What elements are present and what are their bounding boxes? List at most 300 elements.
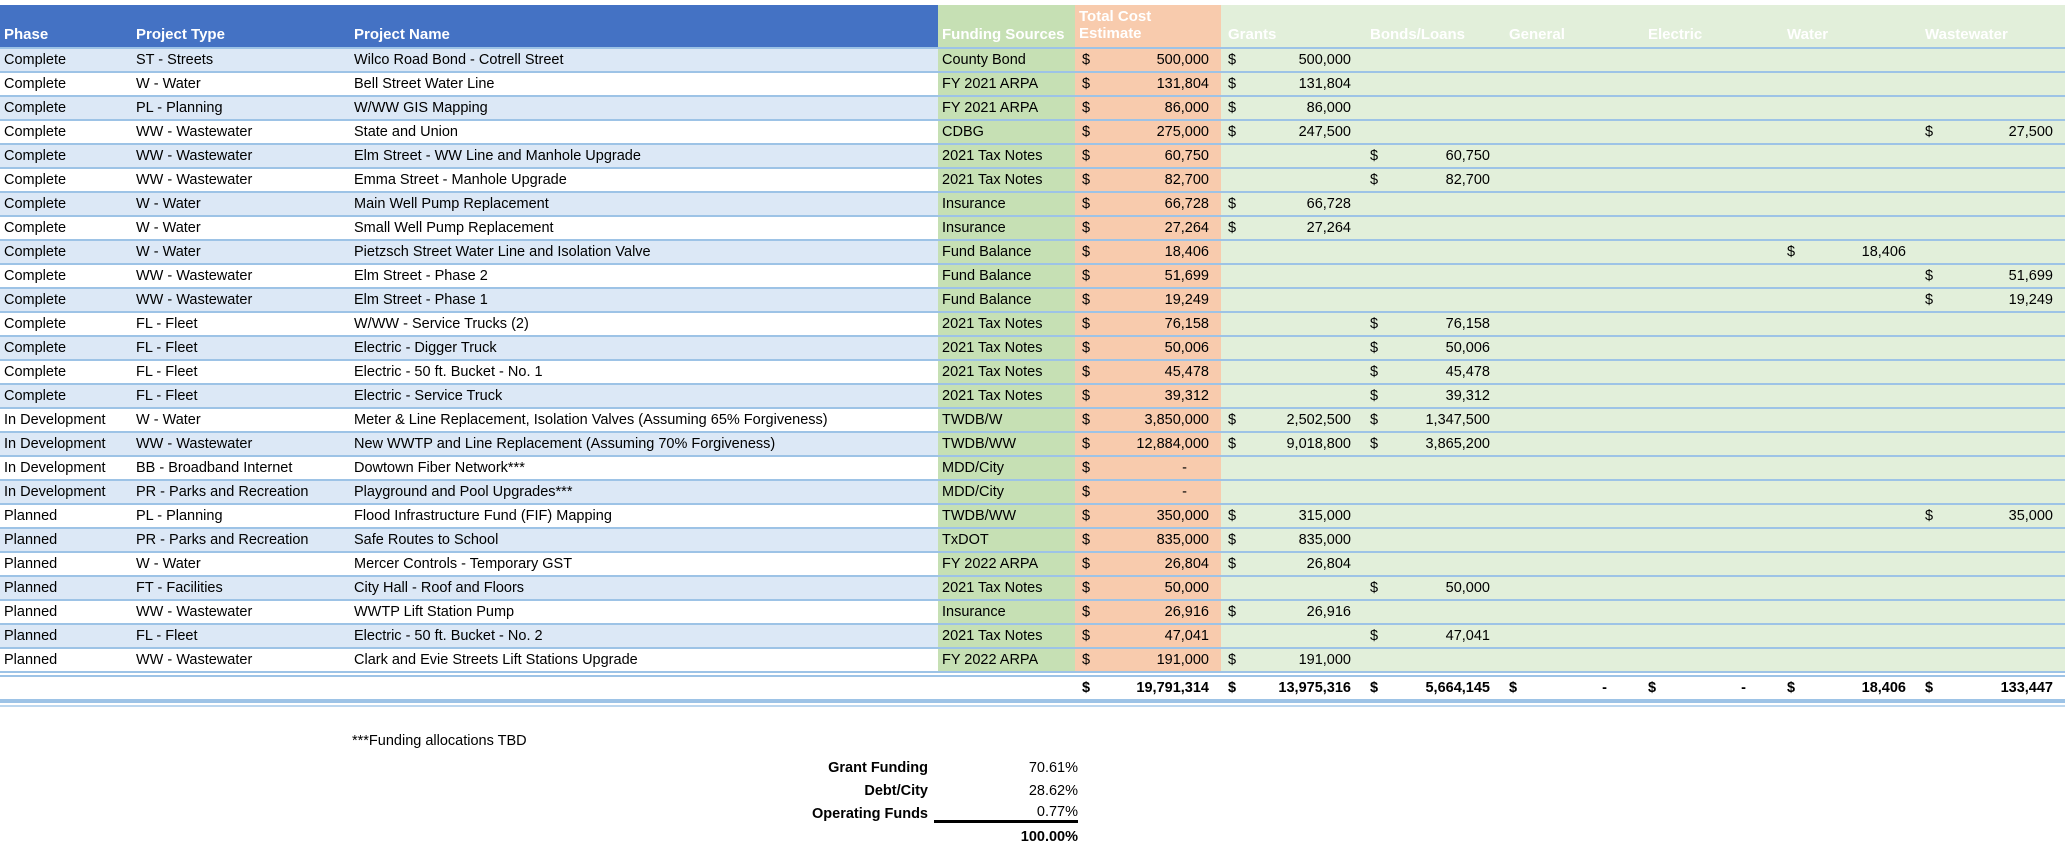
cell-grants[interactable]	[1221, 385, 1363, 407]
cell-phase[interactable]: Complete	[4, 172, 67, 188]
summary-value-debt-city[interactable]: 28.62%	[1028, 782, 1078, 799]
cell-source[interactable]: FY 2022 ARPA	[938, 553, 1075, 575]
cell-phase[interactable]: Complete	[4, 364, 67, 380]
cell-bonds[interactable]	[1363, 337, 1502, 359]
cell-phase[interactable]: In Development	[4, 460, 106, 476]
cell-phase[interactable]: Complete	[0, 193, 132, 215]
cell-source[interactable]: Fund Balance	[938, 265, 1075, 287]
cell-general[interactable]	[1502, 577, 1641, 599]
header-funding-sources[interactable]: Funding Sources	[938, 5, 1075, 47]
cell-phase[interactable]: In Development	[0, 481, 132, 503]
header-electric[interactable]: Electric	[1641, 5, 1780, 47]
cell-grants[interactable]	[1221, 481, 1363, 503]
cell-water[interactable]	[1780, 121, 1918, 143]
cell-water[interactable]	[1780, 625, 1918, 647]
cell-electric[interactable]	[1641, 265, 1780, 287]
cell-phase[interactable]: Complete	[0, 241, 132, 263]
cell-total[interactable]	[1075, 313, 1221, 335]
cell-electric[interactable]	[1641, 169, 1780, 191]
cell-name[interactable]: State and Union	[354, 124, 458, 140]
cell-grants[interactable]	[1221, 577, 1363, 599]
cell-total[interactable]	[1075, 649, 1221, 671]
cell-water[interactable]	[1780, 265, 1918, 287]
cell-grants[interactable]	[1221, 361, 1363, 383]
cell-electric[interactable]	[1641, 677, 1780, 699]
cell-grants[interactable]	[1221, 241, 1363, 263]
cell-electric[interactable]	[1641, 145, 1780, 167]
cell-source[interactable]: Insurance	[938, 193, 1075, 215]
cell-grants[interactable]	[1221, 601, 1363, 623]
cell-type[interactable]: WW - Wastewater	[136, 124, 253, 140]
cell-name[interactable]: Elm Street - WW Line and Manhole Upgrade	[350, 145, 938, 167]
summary-label-grant-funding[interactable]: Grant Funding	[828, 759, 928, 776]
cell-grants[interactable]	[1221, 265, 1363, 287]
cell-name[interactable]: Elm Street - Phase 2	[354, 268, 488, 284]
cell-general[interactable]	[1502, 601, 1641, 623]
cell-total[interactable]	[1075, 529, 1221, 551]
cell-water[interactable]	[1780, 73, 1918, 95]
cell-general[interactable]	[1502, 121, 1641, 143]
cell-type[interactable]: WW - Wastewater	[132, 289, 350, 311]
cell-grants[interactable]	[1221, 625, 1363, 647]
cell-grants[interactable]	[1221, 145, 1363, 167]
cell-water[interactable]	[1780, 169, 1918, 191]
cell-name[interactable]: W/WW GIS Mapping	[350, 97, 938, 119]
cell-water[interactable]	[1780, 649, 1918, 671]
cell-general[interactable]	[1502, 265, 1641, 287]
cell-phase[interactable]: Complete	[4, 316, 67, 332]
cell-wastewater[interactable]	[1918, 361, 2065, 383]
cell-phase[interactable]: Planned	[0, 577, 132, 599]
cell-electric[interactable]	[1641, 337, 1780, 359]
cell-source[interactable]: TWDB/WW	[938, 433, 1075, 455]
cell-grants[interactable]	[1221, 409, 1363, 431]
cell-wastewater[interactable]	[1918, 553, 2065, 575]
cell-wastewater[interactable]	[1918, 601, 2065, 623]
cell-type[interactable]: PL - Planning	[136, 508, 223, 524]
cell-electric[interactable]	[1641, 505, 1780, 527]
cell-general[interactable]	[1502, 313, 1641, 335]
cell-type[interactable]: FL - Fleet	[132, 385, 350, 407]
cell-general[interactable]	[1502, 169, 1641, 191]
cell-name[interactable]: Pietzsch Street Water Line and Isolation Valve	[350, 241, 938, 263]
cell-water[interactable]	[1780, 97, 1918, 119]
cell-name[interactable]: Electric - Service Truck	[350, 385, 938, 407]
cell-type[interactable]: WW - Wastewater	[136, 652, 253, 668]
cell-source[interactable]: Fund Balance	[938, 289, 1075, 311]
cell-type[interactable]: W - Water	[136, 76, 201, 92]
cell-water[interactable]	[1780, 361, 1918, 383]
cell-bonds[interactable]	[1363, 289, 1502, 311]
cell-grants[interactable]	[1221, 97, 1363, 119]
cell-name[interactable]: Electric - 50 ft. Bucket - No. 2	[350, 625, 938, 647]
cell-bonds[interactable]	[1363, 313, 1502, 335]
cell-source[interactable]: Fund Balance	[938, 241, 1075, 263]
cell-electric[interactable]	[1641, 73, 1780, 95]
cell-total[interactable]	[1075, 241, 1221, 263]
cell-wastewater[interactable]	[1918, 73, 2065, 95]
cell-name[interactable]: W/WW - Service Trucks (2)	[354, 316, 529, 332]
cell-general[interactable]	[1502, 73, 1641, 95]
cell-general[interactable]	[1502, 433, 1641, 455]
cell-electric[interactable]	[1641, 361, 1780, 383]
cell-name[interactable]: Safe Routes to School	[350, 529, 938, 551]
cell-water[interactable]	[1780, 337, 1918, 359]
cell-grants[interactable]	[1221, 169, 1363, 191]
cell-general[interactable]	[1502, 481, 1641, 503]
header-project-name[interactable]: Project Name	[350, 5, 938, 47]
cell-electric[interactable]	[1641, 601, 1780, 623]
cell-electric[interactable]	[1641, 625, 1780, 647]
cell-name[interactable]: Emma Street - Manhole Upgrade	[354, 172, 567, 188]
cell-water[interactable]	[1780, 553, 1918, 575]
cell-total[interactable]	[1075, 601, 1221, 623]
summary-value-operating-funds[interactable]: 0.77%	[934, 804, 1078, 823]
cell-bonds[interactable]	[1363, 529, 1502, 551]
cell-bonds[interactable]	[1363, 49, 1502, 71]
cell-source[interactable]: County Bond	[938, 49, 1075, 71]
cell-phase[interactable]: Planned	[4, 556, 58, 572]
cell-electric[interactable]	[1641, 121, 1780, 143]
cell-electric[interactable]	[1641, 553, 1780, 575]
cell-wastewater[interactable]	[1918, 241, 2065, 263]
cell-wastewater[interactable]	[1918, 289, 2065, 311]
cell-type[interactable]: ST - Streets	[132, 49, 350, 71]
footnote[interactable]: ***Funding allocations TBD	[352, 733, 527, 749]
cell-type[interactable]: PR - Parks and Recreation	[132, 529, 350, 551]
cell-electric[interactable]	[1641, 433, 1780, 455]
cell-name[interactable]	[350, 677, 938, 699]
cell-wastewater[interactable]	[1918, 649, 2065, 671]
cell-general[interactable]	[1502, 457, 1641, 479]
cell-general[interactable]	[1502, 217, 1641, 239]
cell-bonds[interactable]	[1363, 649, 1502, 671]
cell-total[interactable]	[1075, 577, 1221, 599]
cell-water[interactable]	[1780, 385, 1918, 407]
cell-total[interactable]	[1075, 553, 1221, 575]
cell-bonds[interactable]	[1363, 481, 1502, 503]
cell-bonds[interactable]	[1363, 677, 1502, 699]
cell-wastewater[interactable]	[1918, 433, 2065, 455]
cell-type[interactable]: WW - Wastewater	[136, 604, 253, 620]
cell-electric[interactable]	[1641, 577, 1780, 599]
cell-name[interactable]: Electric - Digger Truck	[350, 337, 938, 359]
cell-wastewater[interactable]	[1918, 625, 2065, 647]
cell-water[interactable]	[1780, 481, 1918, 503]
cell-source[interactable]: 2021 Tax Notes	[938, 385, 1075, 407]
cell-electric[interactable]	[1641, 481, 1780, 503]
cell-name[interactable]: WWTP Lift Station Pump	[354, 604, 515, 620]
cell-total[interactable]	[1075, 97, 1221, 119]
cell-total[interactable]	[1075, 145, 1221, 167]
cell-name[interactable]: City Hall - Roof and Floors	[350, 577, 938, 599]
header-water[interactable]: Water	[1780, 5, 1918, 47]
cell-source[interactable]: 2021 Tax Notes	[938, 145, 1075, 167]
cell-grants[interactable]	[1221, 529, 1363, 551]
cell-source[interactable]	[938, 677, 1075, 699]
cell-wastewater[interactable]	[1918, 217, 2065, 239]
cell-grants[interactable]	[1221, 553, 1363, 575]
cell-bonds[interactable]	[1363, 601, 1502, 623]
cell-total[interactable]	[1075, 337, 1221, 359]
cell-source[interactable]: 2021 Tax Notes	[938, 169, 1075, 191]
cell-name[interactable]: Electric - 50 ft. Bucket - No. 1	[354, 364, 543, 380]
cell-electric[interactable]	[1641, 409, 1780, 431]
cell-bonds[interactable]	[1363, 169, 1502, 191]
cell-source[interactable]: 2021 Tax Notes	[938, 577, 1075, 599]
header-grants[interactable]: Grants	[1221, 5, 1363, 47]
cell-total[interactable]	[1075, 49, 1221, 71]
cell-water[interactable]	[1780, 529, 1918, 551]
cell-water[interactable]	[1780, 601, 1918, 623]
cell-general[interactable]	[1502, 337, 1641, 359]
cell-electric[interactable]	[1641, 457, 1780, 479]
cell-total[interactable]	[1075, 433, 1221, 455]
cell-phase[interactable]: Complete	[0, 337, 132, 359]
cell-type[interactable]: WW - Wastewater	[136, 268, 253, 284]
cell-type[interactable]: FL - Fleet	[136, 364, 198, 380]
cell-phase[interactable]: Complete	[0, 385, 132, 407]
cell-bonds[interactable]	[1363, 457, 1502, 479]
summary-label-operating-funds[interactable]: Operating Funds	[812, 805, 928, 822]
cell-general[interactable]	[1502, 529, 1641, 551]
cell-type[interactable]: W - Water	[132, 241, 350, 263]
cell-wastewater[interactable]	[1918, 505, 2065, 527]
cell-type[interactable]: FL - Fleet	[132, 337, 350, 359]
cell-wastewater[interactable]	[1918, 121, 2065, 143]
cell-source[interactable]: FY 2021 ARPA	[938, 73, 1075, 95]
cell-water[interactable]	[1780, 677, 1918, 699]
cell-general[interactable]	[1502, 409, 1641, 431]
cell-grants[interactable]	[1221, 649, 1363, 671]
cell-water[interactable]	[1780, 145, 1918, 167]
cell-type[interactable]: W - Water	[136, 220, 201, 236]
cell-bonds[interactable]	[1363, 409, 1502, 431]
cell-type[interactable]: PL - Planning	[132, 97, 350, 119]
cell-wastewater[interactable]	[1918, 193, 2065, 215]
cell-general[interactable]	[1502, 241, 1641, 263]
cell-phase[interactable]: Complete	[4, 124, 67, 140]
cell-electric[interactable]	[1641, 649, 1780, 671]
cell-grants[interactable]	[1221, 217, 1363, 239]
cell-water[interactable]	[1780, 457, 1918, 479]
cell-source[interactable]: MDD/City	[938, 481, 1075, 503]
cell-water[interactable]	[1780, 241, 1918, 263]
cell-source[interactable]: TxDOT	[938, 529, 1075, 551]
cell-water[interactable]	[1780, 505, 1918, 527]
cell-phase[interactable]: Planned	[4, 652, 58, 668]
cell-general[interactable]	[1502, 145, 1641, 167]
cell-name[interactable]: Mercer Controls - Temporary GST	[354, 556, 573, 572]
cell-bonds[interactable]	[1363, 361, 1502, 383]
cell-water[interactable]	[1780, 313, 1918, 335]
cell-total[interactable]	[1075, 385, 1221, 407]
cell-source[interactable]: Insurance	[938, 217, 1075, 239]
cell-wastewater[interactable]	[1918, 313, 2065, 335]
cell-grants[interactable]	[1221, 457, 1363, 479]
cell-total[interactable]	[1075, 73, 1221, 95]
cell-grants[interactable]	[1221, 49, 1363, 71]
cell-total[interactable]	[1075, 121, 1221, 143]
cell-wastewater[interactable]	[1918, 337, 2065, 359]
cell-water[interactable]	[1780, 289, 1918, 311]
cell-phase[interactable]: Complete	[4, 220, 67, 236]
cell-phase[interactable]: In Development	[0, 433, 132, 455]
cell-general[interactable]	[1502, 625, 1641, 647]
cell-general[interactable]	[1502, 677, 1641, 699]
cell-bonds[interactable]	[1363, 145, 1502, 167]
cell-general[interactable]	[1502, 193, 1641, 215]
cell-name[interactable]: Flood Infrastructure Fund (FIF) Mapping	[354, 508, 612, 524]
cell-source[interactable]: CDBG	[938, 121, 1075, 143]
cell-total[interactable]	[1075, 217, 1221, 239]
cell-bonds[interactable]	[1363, 121, 1502, 143]
cell-electric[interactable]	[1641, 193, 1780, 215]
cell-bonds[interactable]	[1363, 553, 1502, 575]
cell-wastewater[interactable]	[1918, 97, 2065, 119]
header-bonds-loans[interactable]: Bonds/Loans	[1363, 5, 1502, 47]
cell-wastewater[interactable]	[1918, 529, 2065, 551]
cell-name[interactable]: Meter & Line Replacement, Isolation Valves (Assuming 65% Forgiveness)	[354, 412, 828, 428]
cell-type[interactable]: FL - Fleet	[132, 625, 350, 647]
cell-type[interactable]: W - Water	[136, 556, 201, 572]
summary-total-value[interactable]: 100.00%	[1020, 828, 1078, 845]
cell-source[interactable]: FY 2021 ARPA	[938, 97, 1075, 119]
cell-electric[interactable]	[1641, 97, 1780, 119]
cell-total[interactable]	[1075, 457, 1221, 479]
cell-wastewater[interactable]	[1918, 481, 2065, 503]
cell-phase[interactable]	[0, 677, 132, 699]
cell-general[interactable]	[1502, 385, 1641, 407]
cell-general[interactable]	[1502, 505, 1641, 527]
cell-wastewater[interactable]	[1918, 409, 2065, 431]
cell-bonds[interactable]	[1363, 97, 1502, 119]
cell-wastewater[interactable]	[1918, 385, 2065, 407]
cell-phase[interactable]: Complete	[0, 289, 132, 311]
cell-type[interactable]: WW - Wastewater	[132, 433, 350, 455]
cell-grants[interactable]	[1221, 433, 1363, 455]
cell-water[interactable]	[1780, 217, 1918, 239]
cell-phase[interactable]: Complete	[4, 268, 67, 284]
cell-type[interactable]: W - Water	[136, 412, 201, 428]
cell-source[interactable]: 2021 Tax Notes	[938, 337, 1075, 359]
cell-name[interactable]: Clark and Evie Streets Lift Stations Upgrade	[354, 652, 638, 668]
cell-source[interactable]: MDD/City	[938, 457, 1075, 479]
cell-bonds[interactable]	[1363, 385, 1502, 407]
cell-total[interactable]	[1075, 677, 1221, 699]
cell-source[interactable]: 2021 Tax Notes	[938, 625, 1075, 647]
cell-electric[interactable]	[1641, 313, 1780, 335]
header-general[interactable]: General	[1502, 5, 1641, 47]
cell-total[interactable]	[1075, 193, 1221, 215]
cell-electric[interactable]	[1641, 241, 1780, 263]
cell-name[interactable]: Elm Street - Phase 1	[350, 289, 938, 311]
cell-bonds[interactable]	[1363, 73, 1502, 95]
cell-phase[interactable]: Planned	[4, 604, 58, 620]
cell-electric[interactable]	[1641, 529, 1780, 551]
cell-name[interactable]: Bell Street Water Line	[354, 76, 495, 92]
cell-name[interactable]: Dowtown Fiber Network***	[354, 460, 525, 476]
cell-electric[interactable]	[1641, 49, 1780, 71]
cell-type[interactable]: WW - Wastewater	[136, 172, 253, 188]
cell-type[interactable]: FT - Facilities	[132, 577, 350, 599]
cell-total[interactable]	[1075, 409, 1221, 431]
cell-phase[interactable]: Complete	[4, 76, 67, 92]
cell-bonds[interactable]	[1363, 433, 1502, 455]
cell-source[interactable]: TWDB/W	[938, 409, 1075, 431]
cell-general[interactable]	[1502, 649, 1641, 671]
cell-grants[interactable]	[1221, 505, 1363, 527]
header-wastewater[interactable]: Wastewater	[1918, 5, 2065, 47]
cell-total[interactable]	[1075, 481, 1221, 503]
cell-total[interactable]	[1075, 505, 1221, 527]
cell-bonds[interactable]	[1363, 625, 1502, 647]
cell-type[interactable]: WW - Wastewater	[132, 145, 350, 167]
cell-total[interactable]	[1075, 265, 1221, 287]
cell-source[interactable]: TWDB/WW	[938, 505, 1075, 527]
cell-water[interactable]	[1780, 577, 1918, 599]
cell-grants[interactable]	[1221, 73, 1363, 95]
summary-value-grant-funding[interactable]: 70.61%	[1028, 759, 1078, 776]
cell-name[interactable]: Playground and Pool Upgrades***	[350, 481, 938, 503]
cell-electric[interactable]	[1641, 217, 1780, 239]
cell-general[interactable]	[1502, 97, 1641, 119]
cell-name[interactable]: Small Well Pump Replacement	[354, 220, 554, 236]
cell-total[interactable]	[1075, 289, 1221, 311]
cell-type[interactable]: W - Water	[132, 193, 350, 215]
cell-source[interactable]: 2021 Tax Notes	[938, 361, 1075, 383]
cell-bonds[interactable]	[1363, 577, 1502, 599]
cell-wastewater[interactable]	[1918, 169, 2065, 191]
cell-water[interactable]	[1780, 433, 1918, 455]
cell-name[interactable]: New WWTP and Line Replacement (Assuming 70% Forgiveness)	[350, 433, 938, 455]
cell-grants[interactable]	[1221, 313, 1363, 335]
cell-general[interactable]	[1502, 553, 1641, 575]
cell-phase[interactable]: In Development	[4, 412, 106, 428]
cell-source[interactable]: 2021 Tax Notes	[938, 313, 1075, 335]
cell-phase[interactable]: Planned	[0, 625, 132, 647]
cell-water[interactable]	[1780, 409, 1918, 431]
cell-bonds[interactable]	[1363, 265, 1502, 287]
cell-type[interactable]: PR - Parks and Recreation	[132, 481, 350, 503]
cell-wastewater[interactable]	[1918, 265, 2065, 287]
cell-phase[interactable]: Complete	[0, 145, 132, 167]
cell-bonds[interactable]	[1363, 505, 1502, 527]
cell-name[interactable]: Main Well Pump Replacement	[350, 193, 938, 215]
cell-type[interactable]: BB - Broadband Internet	[136, 460, 293, 476]
cell-wastewater[interactable]	[1918, 457, 2065, 479]
cell-name[interactable]: Wilco Road Bond - Cotrell Street	[350, 49, 938, 71]
cell-phase[interactable]: Planned	[4, 508, 58, 524]
header-project-type[interactable]: Project Type	[132, 5, 350, 47]
cell-wastewater[interactable]	[1918, 145, 2065, 167]
cell-water[interactable]	[1780, 49, 1918, 71]
cell-phase[interactable]: Complete	[0, 97, 132, 119]
summary-label-debt-city[interactable]: Debt/City	[864, 782, 928, 799]
cell-type[interactable]: FL - Fleet	[136, 316, 198, 332]
cell-phase[interactable]: Planned	[0, 529, 132, 551]
cell-total[interactable]	[1075, 361, 1221, 383]
cell-grants[interactable]	[1221, 121, 1363, 143]
cell-wastewater[interactable]	[1918, 677, 2065, 699]
cell-phase[interactable]: Complete	[0, 49, 132, 71]
cell-wastewater[interactable]	[1918, 49, 2065, 71]
cell-general[interactable]	[1502, 49, 1641, 71]
cell-water[interactable]	[1780, 193, 1918, 215]
cell-type[interactable]	[132, 677, 350, 699]
cell-total[interactable]	[1075, 169, 1221, 191]
cell-general[interactable]	[1502, 289, 1641, 311]
